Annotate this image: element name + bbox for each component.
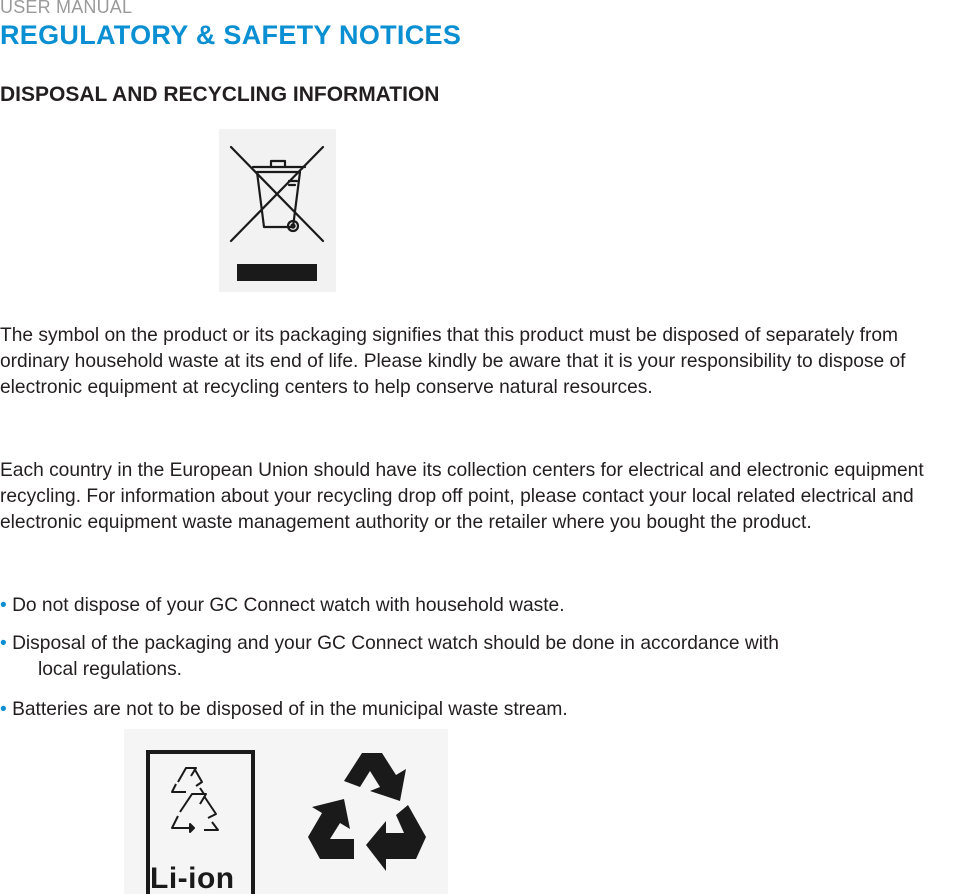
li-ion-label: Li-ion [150,862,235,895]
bullet-dot: • [0,633,7,654]
disposal-paragraph: The symbol on the product or its packaging signifies that this product must be disposed of separately from ordinary household waste at its end of life. Please kindly be aware that it is your responsibility to dispose of electronic equipment at recycling centers to help conserve natural resources. [0,325,906,398]
list-item-text-continued: local regulations. [38,659,182,680]
list-item [0,697,960,723]
list-item [0,631,960,683]
recycling-symbols [124,729,448,894]
list-item-text: Do not dispose of your GC Connect watch with household waste. [12,595,565,616]
bullet-dot: • [0,595,7,616]
section-heading: DISPOSAL AND RECYCLING INFORMATION [0,83,440,106]
eu-collection-paragraph: Each country in the European Union should have its collection centers for electrical and electronic equipment recycling. For information about your recycling drop off point, please contact your local related electrical and electronic equipment waste management authority or the retailer where you bought the product. [0,460,924,533]
recycle-icon [300,741,440,891]
page-title: REGULATORY & SAFETY NOTICES [0,20,462,50]
header-label: USER MANUAL [0,0,133,17]
list-item [0,593,960,619]
bullet-dot: • [0,699,7,720]
list-item-text: Batteries are not to be disposed of in the municipal waste stream. [12,699,568,720]
crossed-out-wheelie-bin-icon [219,129,336,292]
list-item-text: Disposal of the packaging and your GC Connect watch should be done in accordance with [12,633,779,654]
